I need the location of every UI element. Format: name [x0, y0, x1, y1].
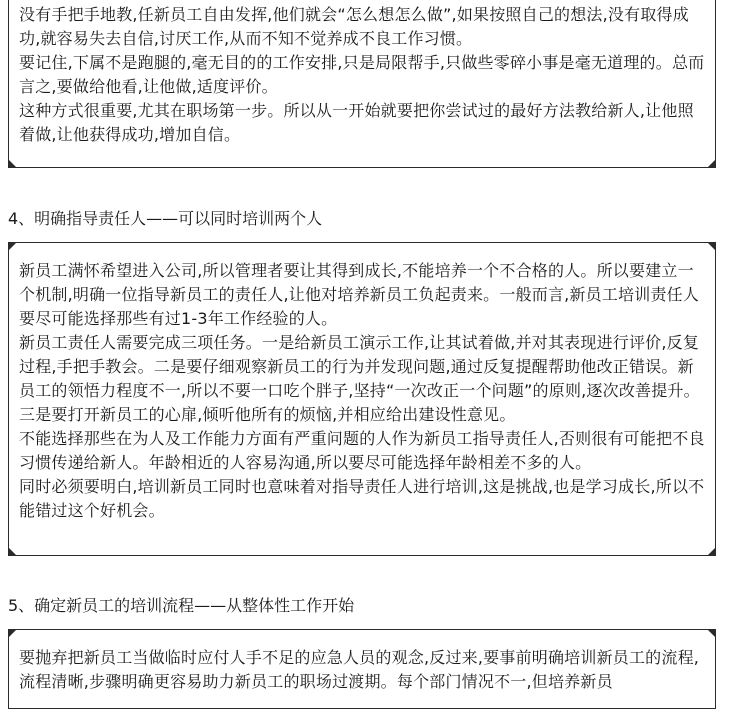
- corner-decoration: [707, 629, 716, 638]
- section-heading-4: 4、明确指导责任人——可以同时培训两个人: [8, 209, 323, 228]
- corner-decoration: [8, 547, 17, 556]
- paragraph: 新员工满怀希望进入公司,所以管理者要让其得到成长,不能培养一个不合格的人。所以要建立一个机制,明确一位指导新员工的责任人,让他对培养新员工负起责来。一般而言,新员工培训责任人要尽可能选择那些有过1-3年工作经验的人。: [19, 261, 700, 328]
- corner-decoration: [707, 547, 716, 556]
- corner-decoration: [8, 159, 17, 168]
- corner-decoration: [8, 0, 17, 1]
- corner-decoration: [8, 629, 17, 638]
- paragraph: 这种方式很重要,尤其在职场第一步。所以从一开始就要把你尝试过的最好方法教给新人,让他照着做,让他获得成功,增加自信。: [19, 101, 694, 144]
- paragraph: 同时必须要明白,培训新员工同时也意味着对指导责任人进行培训,这是挑战,也是学习成长,所以不能错过这个好机会。: [19, 477, 705, 520]
- paragraph: 要记住,下属不是跑腿的,毫无目的的工作安排,只是局限帮手,只做些零碎小事是毫无道理的。总而言之,要做给他看,让他做,适度评价。: [19, 53, 705, 96]
- paragraph: 没有手把手地教,任新员工自由发挥,他们就会“怎么想怎么做”,如果按照自己的想法,没有取得成功,就容易失去自信,讨厌工作,从而不知不觉养成不良工作习惯。: [19, 5, 689, 48]
- section-heading-5: 5、确定新员工的培训流程——从整体性工作开始: [8, 596, 355, 615]
- text-box-2: [8, 242, 716, 556]
- corner-decoration: [707, 0, 716, 1]
- text-box-3: [8, 629, 716, 709]
- corner-decoration: [707, 159, 716, 168]
- text-box-1: [8, 0, 716, 168]
- paragraph: 不能选择那些在为人及工作能力方面有严重问题的人作为新员工指导责任人,否则很有可能把不良习惯传递给新人。年龄相近的人容易沟通,所以要尽可能选择年龄相差不多的人。: [19, 429, 705, 472]
- paragraph: 要抛弃把新员工当做临时应付人手不足的应急人员的观念,反过来,要事前明确培训新员工的流程,流程清晰,步骤明确更容易助力新员工的职场过渡期。每个部门情况不一,但培养新员: [19, 648, 700, 691]
- paragraph: 新员工责任人需要完成三项任务。一是给新员工演示工作,让其试着做,并对其表现进行评价,反复过程,手把手教会。二是要仔细观察新员工的行为并发现问题,通过反复提醒帮助他改正错误。新员工的领悟力程度不一,所以不要一口吃个胖子,坚持“一次改正一个问题”的原则,逐次改善提升。三是要打开新员工的心扉,倾听他所有的烦恼,并相应给出建设性意见。: [19, 333, 700, 424]
- corner-decoration: [8, 242, 17, 251]
- corner-decoration: [707, 242, 716, 251]
